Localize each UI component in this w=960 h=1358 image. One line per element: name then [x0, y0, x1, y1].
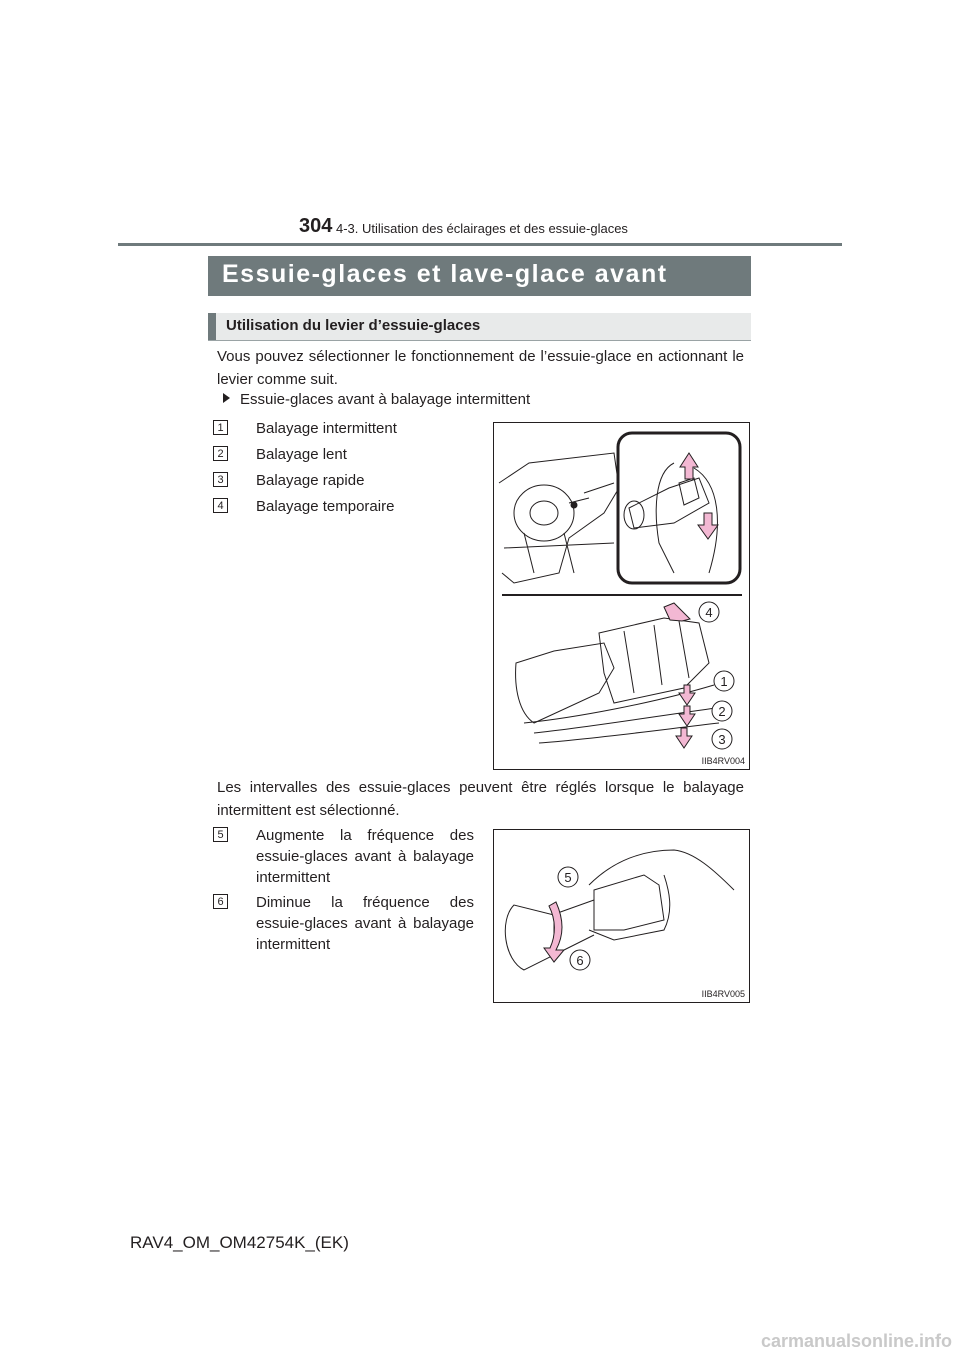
list-item-text: Balayage intermittent: [256, 420, 397, 437]
callout-6: 6: [576, 953, 584, 968]
subsection-bar: [208, 313, 751, 341]
header-rule: [118, 243, 842, 246]
chapter-heading: 4-3. Utilisation des éclairages et des essuie-glaces: [336, 221, 628, 236]
figure-code: IIB4RV005: [701, 989, 745, 999]
callout-number: 2: [213, 446, 228, 461]
callout-5: 5: [564, 870, 572, 885]
list-item: [213, 418, 473, 442]
section-title-bar: [208, 256, 751, 296]
watermark: carmanualsonline.info: [760, 1331, 952, 1351]
callout-number: 5: [213, 827, 228, 842]
list-item: [213, 825, 473, 891]
subsection-title: Utilisation du levier d’essuie-glaces: [226, 317, 481, 334]
callout-2: 2: [718, 704, 726, 719]
subsection-accent: [208, 313, 216, 340]
callout-4: 4: [705, 605, 713, 620]
interval-paragraph: Les intervalles des essuie-glaces peuvent être réglés lorsque le balayage intermittent est sélectionné.: [217, 779, 744, 819]
figure-wiper-lever: [493, 422, 750, 770]
section-title: Essuie-glaces et lave-glace avant: [222, 260, 668, 288]
list-item-text: Balayage lent: [256, 446, 347, 463]
bullet-item: [223, 391, 530, 408]
interval-adjust-illustration: [494, 830, 749, 1002]
figure-code: IIB4RV004: [701, 756, 745, 766]
list-item: [213, 496, 473, 520]
callout-number: 6: [213, 894, 228, 909]
list-item: [213, 444, 473, 468]
list-item: [213, 470, 473, 494]
callout-1: 1: [720, 674, 728, 689]
page-number: 304: [299, 215, 333, 237]
list-item-text: Diminue la fréquence des essuie-glaces avant à balayage intermittent: [256, 894, 474, 953]
list-item-text: Balayage temporaire: [256, 498, 395, 515]
callout-number: 1: [213, 420, 228, 435]
callout-number: 4: [213, 498, 228, 513]
intro-paragraph: Vous pouvez sélectionner le fonctionnement de l’essuie-glace en actionnant le levier comme suit.: [217, 348, 744, 388]
list-item-text: Balayage rapide: [256, 472, 365, 489]
callout-3: 3: [718, 732, 726, 747]
bullet-text: Essuie-glaces avant à balayage intermittent: [240, 391, 531, 408]
figure-interval-adjust: [493, 829, 750, 1003]
list-item: [213, 892, 473, 958]
wiper-lever-illustration: [494, 423, 749, 769]
triangle-bullet-icon: [223, 393, 230, 403]
list-item-text: Augmente la fréquence des essuie-glaces avant à balayage intermittent: [256, 827, 474, 886]
footer-code: RAV4_OM_OM42754K_(EK): [130, 1233, 349, 1252]
callout-number: 3: [213, 472, 228, 487]
